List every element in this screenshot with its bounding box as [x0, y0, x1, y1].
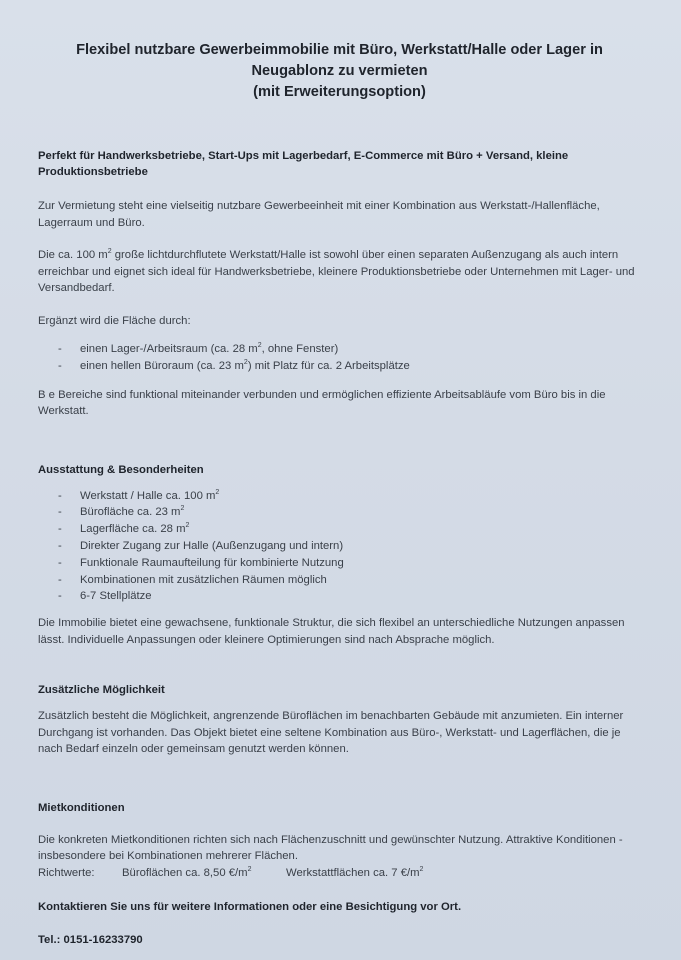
addition-list: [38, 341, 641, 375]
item-text: Lagerfläche ca. 28 m: [80, 523, 186, 536]
features-heading: Ausstattung & Besonderheiten: [38, 463, 204, 476]
title-line-3: (mit Erweiterungsoption): [253, 84, 426, 100]
contact-cta: Kontaktieren Sie uns für weitere Informationen oder eine Besichtigung vor Ort.: [38, 900, 462, 913]
intro-paragraph-4: B e Bereiche sind funktional miteinander verbunden und ermöglichen effiziente Arbeitsabläufe vom Büro bis in die Werkstatt.: [38, 388, 606, 418]
rent-paragraph: Die konkreten Mietkonditionen richten sich nach Flächenzuschnitt und gewünschter Nutzung. Attraktive Konditionen - insbesondere bei Kombinationen mehrerer Flächen.: [38, 833, 623, 863]
item-superscript: 2: [257, 342, 262, 350]
list-item: - Direkter Zugang zur Halle (Außenzugang und intern): [58, 538, 641, 555]
document-title: [38, 40, 641, 103]
intro-paragraph-1: Zur Vermietung steht eine vielseitig nutzbare Gewerbeeinheit mit einer Kombination aus Werkstatt-/Hallenfläche, Lagerraum und Büro.: [38, 200, 600, 229]
workshop-rate: [286, 865, 423, 881]
item-text: Werkstatt / Halle ca. 100 m: [80, 489, 216, 502]
item-superscript: 2: [215, 488, 220, 496]
item-superscript: 2: [185, 522, 190, 530]
item-text: ) mit Platz für ca. 2 Arbeitsplätze: [247, 359, 410, 372]
list-item: [58, 358, 641, 375]
p2-text-a: Die ca. 100 m: [38, 249, 108, 261]
title-line-2: Neugablonz zu vermieten: [251, 63, 428, 79]
item-superscript: 2: [243, 359, 248, 367]
list-item: - 6-7 Stellplätze: [58, 588, 641, 605]
intro-paragraph-3: Ergänzt wird die Fläche durch:: [38, 314, 191, 327]
features-paragraph: Die Immobilie bietet eine gewachsene, funktionale Struktur, die sich flexibel an unterschiedliche Nutzungen anpassen lässt. Individuelle Anpassungen oder kleinere Optimierungen sind nach Absprache möglich.: [38, 617, 625, 646]
p2-text-b: große lichtdurchflutete Werkstatt/Halle ist sowohl über einen separaten Außenzugang als auch intern erreichbar und eignet sich ideal für Handwerksbetriebe, kleinere Produktionsbetriebe oder Unternehmen mit Lager- und Versandbedarf.: [38, 249, 635, 294]
extra-heading: Zusätzliche Möglichkeit: [38, 684, 165, 697]
list-item: - Funktionale Raumaufteilung für kombinierte Nutzung: [58, 555, 641, 572]
list-item: [58, 504, 641, 521]
list-item: - Kombinationen mit zusätzlichen Räumen möglich: [58, 572, 641, 589]
item-text: einen hellen Büroraum (ca. 23 m: [80, 359, 244, 372]
list-item: [58, 521, 641, 538]
rates-label: Richtwerte:: [38, 866, 95, 879]
list-item: [58, 488, 641, 505]
office-rate: [122, 865, 286, 881]
rent-heading: Mietkonditionen: [38, 801, 125, 814]
contact-phone: Tel.: 0151-16233790: [38, 933, 143, 946]
rate-superscript: 2: [247, 865, 252, 873]
rate-line: [38, 865, 641, 881]
rate-text: Werkstattflächen ca. 7 €/m: [286, 866, 420, 879]
rate-superscript: 2: [419, 865, 424, 873]
lead-text: Perfekt für Handwerksbetriebe, Start-Ups mit Lagerbedarf, E-Commerce mit Büro + Versand, kleine Produktionsbetriebe: [38, 150, 569, 178]
title-line-1: Flexibel nutzbare Gewerbeimmobilie mit Büro, Werkstatt/Halle oder Lager in: [76, 42, 603, 58]
extra-paragraph: Zusätzlich besteht die Möglichkeit, angrenzende Büroflächen im benachbarten Gebäude mit anzumieten. Ein interner Durchgang ist vorhanden. Das Objekt bietet eine seltene Kombination aus Büro-, Werkstatt- und Lagerflächen, die je nach Bedarf einzeln oder gemeinsam genutzt werden können.: [38, 710, 624, 756]
p2-superscript: 2: [107, 248, 112, 256]
intro-paragraph-2: [38, 247, 641, 297]
item-text: , ohne Fenster): [261, 343, 339, 355]
item-superscript: 2: [180, 505, 185, 513]
list-item: [58, 341, 641, 358]
item-text: Bürofläche ca. 23 m: [80, 506, 181, 519]
item-text: einen Lager-/Arbeitsraum (ca. 28 m: [80, 343, 258, 355]
rate-text: Büroflächen ca. 8,50 €/m: [122, 866, 248, 879]
features-list: [38, 488, 641, 606]
